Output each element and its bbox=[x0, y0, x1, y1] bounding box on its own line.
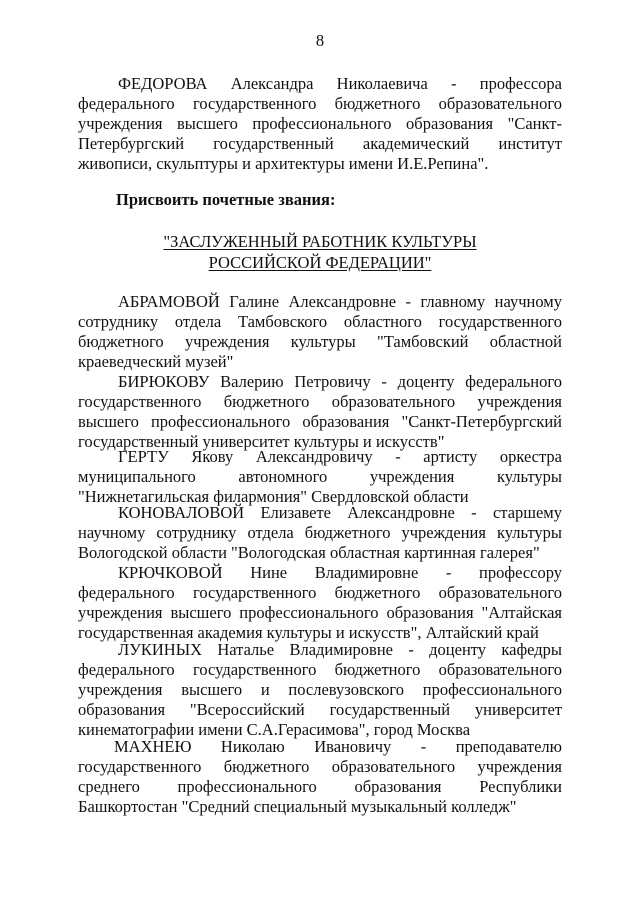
entry-abramova bbox=[78, 292, 562, 372]
entry-text: МАХНЕЮ Николаю Ивановичу - преподавателю государственного бюджетного образовательного учреждения среднего профессионального образования Республики Башкортостан "Средний специальный музыкальный колледж" bbox=[78, 737, 562, 816]
award-title-line-2: РОССИЙСКОЙ ФЕДЕРАЦИИ" bbox=[208, 252, 432, 272]
entry-kryuchkova bbox=[78, 563, 562, 643]
entry-konovalova bbox=[78, 503, 562, 563]
intro-paragraph-text: ФЕДОРОВА Александра Николаевича - профессора федерального государственного бюджетного образовательного учреждения высшего профессионального образования "Санкт-Петербургский государственный академический институт живописи, скульптуры и архитектуры имени И.Е.Репина". bbox=[78, 74, 562, 173]
entry-text: КРЮЧКОВОЙ Нине Владимировне - профессору федерального государственного бюджетного образовательного учреждения высшего профессионального образования "Алтайская государственная академия культуры и искусств", Алтайский край bbox=[78, 563, 562, 642]
entry-text: ГЕРТУ Якову Александровичу - артисту оркестра муниципального автономного учреждения культуры "Нижнетагильская филармония" Свердловской области bbox=[78, 447, 562, 506]
entry-lukinykh bbox=[78, 640, 562, 740]
award-title-line-1: "ЗАСЛУЖЕННЫЙ РАБОТНИК КУЛЬТУРЫ bbox=[163, 232, 477, 251]
decree-label: Присвоить почетные звания: bbox=[116, 190, 336, 209]
entry-text: БИРЮКОВУ Валерию Петровичу - доценту федерального государственного бюджетного образовательного учреждения высшего профессионального образования "Санкт-Петербургский государственный университет культуры и искусств" bbox=[78, 372, 562, 451]
page-number: 8 bbox=[315, 31, 325, 50]
intro-paragraph bbox=[78, 74, 562, 174]
entry-makhneyu bbox=[78, 737, 562, 817]
entry-text: АБРАМОВОЙ Галине Александровне - главному научному сотруднику отдела Тамбовского областного государственного бюджетного учреждения культуры "Тамбовский областной краеведческий музей" bbox=[78, 292, 562, 371]
entry-text: ЛУКИНЫХ Наталье Владимировне - доценту кафедры федерального государственного бюджетного образовательного учреждения высшего и послевузовского профессионального образования "Всероссийский государственный университет кинематографии имени С.А.Герасимова", город Москва bbox=[78, 640, 562, 739]
entry-biryukov bbox=[78, 372, 562, 452]
entry-text: КОНОВАЛОВОЙ Елизавете Александровне - старшему научному сотруднику отдела бюджетного учреждения культуры Вологодской области "Вологодская областная картинная галерея" bbox=[78, 503, 562, 562]
award-title bbox=[78, 232, 562, 273]
entry-gert bbox=[78, 447, 562, 507]
